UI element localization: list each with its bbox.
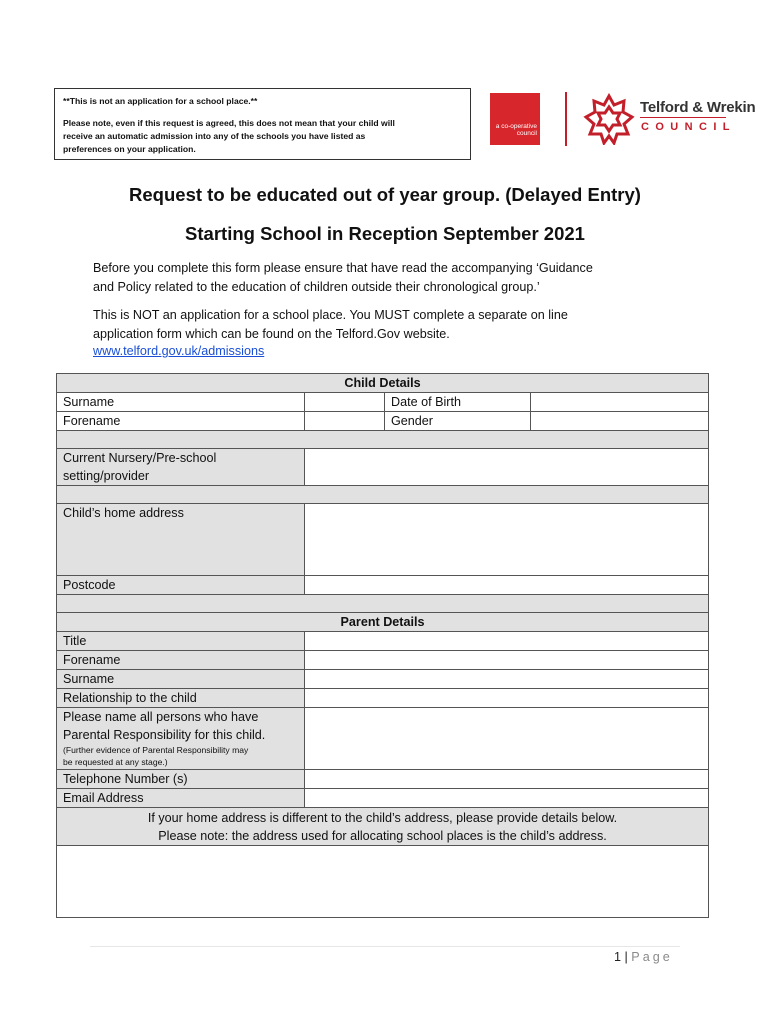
intro-paragraph-guidance bbox=[93, 259, 693, 297]
notice-text-line: receive an automatic admission into any of the schools you have listed as bbox=[63, 131, 366, 141]
input-parent-title[interactable] bbox=[305, 632, 709, 651]
input-parental-responsibility[interactable] bbox=[305, 708, 709, 770]
label-line: Current Nursery/Pre-school bbox=[63, 451, 217, 465]
label-parent-title: Title bbox=[57, 632, 305, 651]
logo-divider bbox=[565, 92, 567, 146]
page-number bbox=[614, 950, 673, 964]
label-relationship: Relationship to the child bbox=[57, 689, 305, 708]
label-telephone: Telephone Number (s) bbox=[57, 770, 305, 789]
label-postcode: Postcode bbox=[57, 576, 305, 595]
council-name-rule bbox=[640, 117, 726, 118]
label-date-of-birth: Date of Birth bbox=[385, 393, 531, 412]
notice-heading: **This is not an application for a school place.** bbox=[63, 96, 258, 106]
request-form-table bbox=[56, 373, 709, 918]
label-line: setting/provider bbox=[63, 469, 150, 483]
page-title: Request to be educated out of year group. (Delayed Entry) bbox=[129, 184, 641, 205]
parental-responsibility-note: be requested at any stage.) bbox=[63, 757, 168, 767]
input-postcode[interactable] bbox=[305, 576, 709, 595]
label-line: Please name all persons who have bbox=[63, 710, 259, 724]
page-word: Page bbox=[631, 950, 673, 964]
footer-divider bbox=[90, 946, 680, 947]
notice-text-line: Please note, even if this request is agreed, this does not mean that your child will bbox=[63, 118, 395, 128]
label-child-surname: Surname bbox=[57, 393, 305, 412]
intro-line: and Policy related to the education of children outside their chronological group.’ bbox=[93, 280, 540, 294]
admissions-link[interactable]: www.telford.gov.uk/admissions bbox=[93, 344, 265, 358]
notice-text-line: preferences on your application. bbox=[63, 144, 196, 154]
input-telephone[interactable] bbox=[305, 770, 709, 789]
intro-line: This is NOT an application for a school place. You MUST complete a separate on line bbox=[93, 308, 568, 322]
input-child-forename[interactable] bbox=[305, 412, 385, 431]
input-gender[interactable] bbox=[531, 412, 709, 431]
instruction-line: Please note: the address used for allocating school places is the child’s address. bbox=[158, 829, 607, 843]
label-parental-responsibility bbox=[57, 708, 305, 770]
input-current-nursery[interactable] bbox=[305, 449, 709, 486]
intro-line: Before you complete this form please ensure that have read the accompanying ‘Guidance bbox=[93, 261, 593, 275]
council-name: Telford & Wrekin bbox=[640, 99, 756, 116]
input-child-surname[interactable] bbox=[305, 393, 385, 412]
label-parent-surname: Surname bbox=[57, 670, 305, 689]
intro-paragraph-application bbox=[93, 306, 693, 344]
telford-wrekin-logo-icon bbox=[583, 93, 635, 145]
input-child-home-address[interactable] bbox=[305, 504, 709, 576]
council-word: COUNCIL bbox=[641, 121, 736, 133]
label-email: Email Address bbox=[57, 789, 305, 808]
input-parent-forename[interactable] bbox=[305, 651, 709, 670]
page-number-separator: | bbox=[621, 950, 632, 964]
page-subtitle: Starting School in Reception September 2021 bbox=[185, 223, 585, 244]
different-address-instructions bbox=[57, 808, 709, 846]
label-line: Parental Responsibility for this child. bbox=[63, 728, 266, 742]
label-child-home-address: Child’s home address bbox=[57, 504, 305, 576]
parental-responsibility-note: (Further evidence of Parental Responsibility may bbox=[63, 745, 249, 755]
label-parent-forename: Forename bbox=[57, 651, 305, 670]
label-current-nursery bbox=[57, 449, 305, 486]
section-header-parent-details: Parent Details bbox=[57, 613, 709, 632]
input-parent-address[interactable] bbox=[57, 846, 709, 918]
label-gender: Gender bbox=[385, 412, 531, 431]
cooperative-council-logo bbox=[490, 93, 540, 145]
section-spacer bbox=[57, 486, 709, 504]
section-spacer bbox=[57, 431, 709, 449]
section-header-child-details: Child Details bbox=[57, 374, 709, 393]
input-email[interactable] bbox=[305, 789, 709, 808]
intro-line: application form which can be found on the Telford.Gov website. bbox=[93, 327, 450, 341]
input-date-of-birth[interactable] bbox=[531, 393, 709, 412]
page-number-value: 1 bbox=[614, 950, 622, 964]
coop-logo-text: a co-operative council bbox=[495, 123, 537, 137]
input-parent-surname[interactable] bbox=[305, 670, 709, 689]
input-relationship[interactable] bbox=[305, 689, 709, 708]
instruction-line: If your home address is different to the child’s address, please provide details below. bbox=[147, 811, 618, 825]
notice-box bbox=[54, 88, 471, 160]
section-spacer bbox=[57, 595, 709, 613]
label-child-forename: Forename bbox=[57, 412, 305, 431]
